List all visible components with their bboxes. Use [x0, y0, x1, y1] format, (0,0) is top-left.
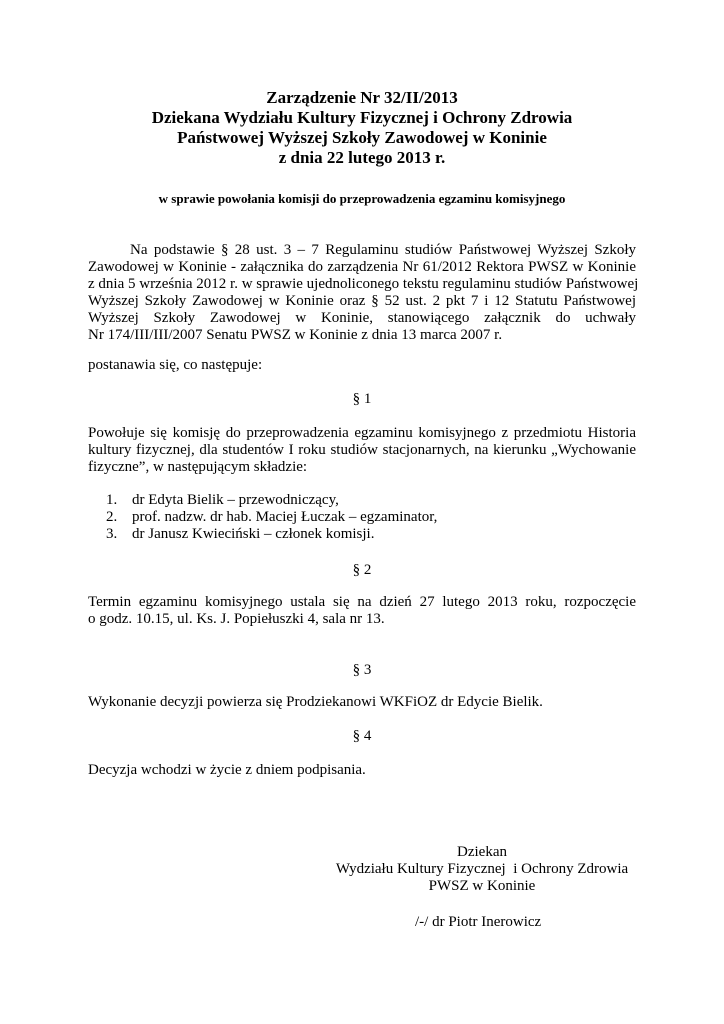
list-item-number: 3. [106, 526, 118, 542]
section-1-mark: § 1 [352, 391, 372, 407]
section-1-line: fizyczne”, w następującym składzie: [88, 459, 308, 475]
signatory-role: Dziekan [457, 844, 507, 860]
section-1-line: Powołuje się komisję do przeprowadzenia egzaminu komisyjnego z przedmiotu Historia [88, 425, 636, 441]
preamble-paragraph [88, 242, 639, 344]
title-institution: Państwowej Wyższej Szkoły Zawodowej w Koninie [177, 128, 547, 147]
section-4-mark: § 4 [352, 728, 372, 744]
section-3-paragraph: Wykonanie decyzji powierza się Prodziekanowi WKFiOZ dr Edycie Bielik. [88, 694, 543, 710]
section-3-mark: § 3 [352, 662, 372, 678]
signatory-school: PWSZ w Koninie [428, 878, 536, 894]
section-2-paragraph [88, 594, 636, 628]
preamble-line: Na podstawie § 28 ust. 3 – 7 Regulaminu studiów Państwowej Wyższej Szkoły [130, 242, 636, 258]
section-4-paragraph: Decyzja wchodzi w życie z dniem podpisania. [88, 762, 366, 778]
signature-block [330, 844, 634, 895]
title-issuer: Dziekana Wydziału Kultury Fizycznej i Ochrony Zdrowia [151, 108, 573, 127]
list-item [106, 509, 437, 526]
preamble-line: Zawodowej w Koninie - załącznika do zarządzenia Nr 61/2012 Rektora PWSZ w Koninie [88, 259, 636, 275]
document-subject: w sprawie powołania komisji do przeprowadzenia egzaminu komisyjnego [158, 191, 566, 206]
document-title [0, 88, 724, 168]
list-item-text: prof. nadzw. dr hab. Maciej Łuczak – egzaminator, [132, 509, 438, 525]
section-1-line: kultury fizycznej, dla studentów I roku studiów stacjonarnych, na kierunku „Wychowanie [88, 442, 636, 458]
list-item [106, 492, 437, 509]
section-2-line: o godz. 10.15, ul. Ks. J. Popiełuszki 4, sala nr 13. [88, 611, 385, 627]
list-item [106, 526, 437, 543]
section-1-paragraph [88, 425, 636, 476]
section-2-line: Termin egzaminu komisyjnego ustala się na dzień 27 lutego 2013 roku, rozpoczęcie [88, 594, 636, 610]
preamble-line: z dnia 5 września 2012 r. w sprawie ujednoliconego tekstu regulaminu studiów Państwowej [88, 276, 639, 292]
list-item-number: 2. [106, 509, 118, 525]
preamble-line: Wyższej Szkoły Zawodowej w Koninie oraz § 52 ust. 2 pkt 7 i 12 Statutu Państwowej [88, 293, 636, 309]
committee-members-list [106, 492, 437, 543]
preamble-line: Nr 174/III/III/2007 Senatu PWSZ w Koninie z dnia 13 marca 2007 r. [88, 327, 503, 343]
list-item-text: dr Janusz Kwieciński – członek komisji. [132, 526, 375, 542]
title-date: z dnia 22 lutego 2013 r. [278, 148, 446, 167]
signatory-name: /-/ dr Piotr Inerowicz [415, 914, 542, 930]
section-2-mark: § 2 [352, 562, 372, 578]
list-item-number: 1. [106, 492, 118, 508]
title-order-number: Zarządzenie Nr 32/II/2013 [266, 88, 458, 107]
preamble-line: Wyższej Szkoły Zawodowej w Koninie, stanowiącego załącznik do uchwały [88, 310, 636, 326]
signatory-faculty: Wydziału Kultury Fizycznej i Ochrony Zdrowia [335, 861, 629, 877]
decision-phrase: postanawia się, co następuje: [88, 357, 263, 373]
list-item-text: dr Edyta Bielik – przewodniczący, [132, 492, 339, 508]
